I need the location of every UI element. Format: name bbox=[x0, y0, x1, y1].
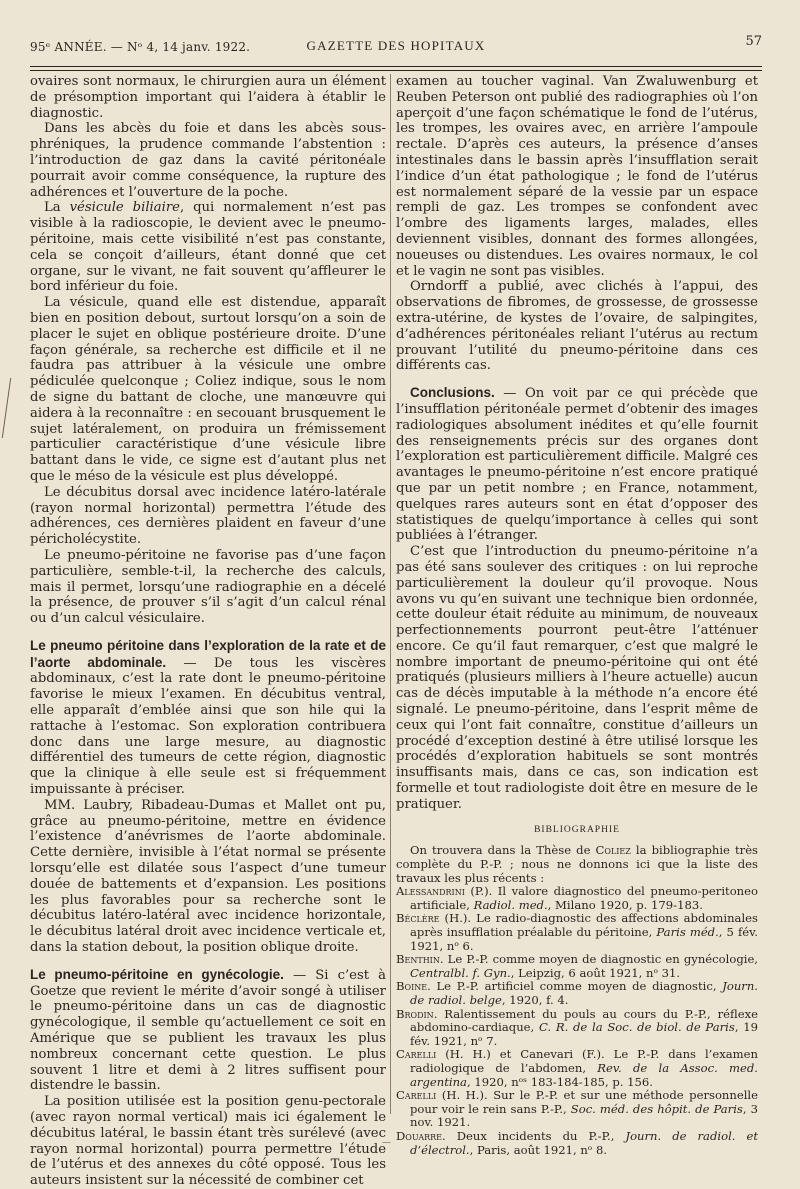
bibliography-entry bbox=[396, 1048, 758, 1089]
bibliography-entry bbox=[396, 1089, 758, 1130]
paragraph bbox=[30, 200, 386, 295]
heading-body: — Si c’est à Goetze que revient le mérite d’avoir songé à utiliser le pneumo-péritoine dans un cas de diagnostic gynécologique, il semble qu’actuellement ce soit en Amérique que se publient les travaux les plus nombreux concernant cette question. Le plus souvent 1 litre et demi à 2 litres suffisent pour distendre le bassin. bbox=[30, 967, 386, 1094]
paragraph: MM. Laubry, Ribadeau-Dumas et Mallet ont pu, grâce au pneumo-péritoine, mettre en évidence l’existence d’anévrismes de l’aorte abdominale. Cette dernière, invisible à l’état normal se présente lorsqu’elle est dilatée sous l’aspect d’une tumeur douée de battements et d’expansion. Les positions les plus favorables pour sa recherche sont le décubitus latéro-latéral avec incidence horizontale, le décubitus latéral droit avec incidence verticale et, dans la station debout, la position oblique droite. bbox=[30, 797, 386, 956]
entry-title: . Ralentissement du pouls au cours du P.-P., réflexe abdomino-cardiaque, bbox=[410, 1006, 758, 1035]
bibliography-intro bbox=[396, 844, 758, 885]
paragraph: examen au toucher vaginal. Van Zwaluwenburg et Reuben Peterson ont publié des radiographies où l’on aperçoit d’une façon schématique le fond de l’utérus, les trompes, les ovaires avec, en arrière l’ampoule rectale. D’après ces auteurs, la présence d’anses intestinales dans le bassin après l’insufflation serait l’indice d’un état pathologique ; le fond de l’utérus est normalement séparé de la vessie par un espace rempli de gaz. Les trompes se confondent avec l’ombre des ligaments larges, malades, elles deviennent visibles, donnant des formes allongées, noueuses ou distendues. Les ovaires normaux, le col et le vagin ne sont pas visibles. bbox=[396, 74, 758, 279]
paragraph: ovaires sont normaux, le chirurgien aura un élément de présomption important qui l’aidera à établir le diagnostic. bbox=[30, 74, 386, 121]
entry-title: . Le P.-P. comme moyen de diagnostic en gynécologie, bbox=[439, 952, 758, 967]
heading-body: — On voit par ce qui précède que l’insufflation péritonéale permet d’obtenir des images radiologiques absolument inédites et qu’elle fournit des renseignements précis sur des organes dont l’exploration est particulièrement difficile. Malgré ces avantages le pneumo-péritoine n’est encore pratiqué que par un petit nombre ; en France, notamment, quelques rares auteurs sont en état d’opposer des statistiques de quelqu’importance à celles qui sont publiées à l’étranger. bbox=[396, 386, 758, 544]
entry-details: , Paris, août 1921, nᵒ 8. bbox=[469, 1142, 608, 1157]
section-heading-conclusions bbox=[396, 385, 758, 544]
entry-source: Paris méd. bbox=[656, 925, 719, 940]
bibliography-entry bbox=[396, 1130, 758, 1157]
entry-source: Soc. méd. des hôpit. de Paris bbox=[570, 1101, 743, 1116]
right-column bbox=[396, 74, 759, 1157]
text-run: On trouvera dans la Thèse de bbox=[410, 843, 596, 858]
entry-title: (H.). Le radio-diagnostic des affections abdominales après insufflation préalable du péritoine, bbox=[410, 911, 758, 940]
bibliography-list bbox=[396, 885, 758, 1157]
section-heading-gynecologie bbox=[30, 967, 386, 1094]
text-run: la bibliographie très complète du P.-P. ; nous ne donnons ici que la liste des travaux les plus récents : bbox=[396, 843, 759, 885]
entry-title: (H. H.). Sur le P.-P. et sur une méthode personnelle pour voir le rein sans P.-P., bbox=[410, 1088, 758, 1116]
entry-title: (H. H.) et Canevari (F.). Le P.-P. dans l’examen radiologique de l’abdomen, bbox=[410, 1047, 758, 1075]
left-column bbox=[30, 74, 386, 1189]
entry-details: , 1920, f. 4. bbox=[501, 992, 569, 1007]
page-number: 57 bbox=[745, 34, 762, 49]
bibliography-entry bbox=[396, 1008, 758, 1049]
author-name: Brodin bbox=[396, 1006, 434, 1021]
paragraph: La position utilisée est la position genu-pectorale (avec rayon normal vertical) mais ici également le décubitus latéral, le bassin étant très surélevé (avec rayon normal horizontal) pourra permettre l’étude de l’utérus et des annexes du côté opposé. Tous les auteurs insistent sur la nécessité de combiner cet bbox=[30, 1094, 386, 1189]
section-heading-rate bbox=[30, 638, 386, 798]
author-name: Alessandrini bbox=[396, 884, 465, 899]
entry-details: , 5 fév. 1921, nᵒ 6. bbox=[410, 925, 758, 953]
author-name: Coliez bbox=[595, 843, 631, 858]
bibliography-entry bbox=[396, 953, 758, 980]
paragraph: Orndorff a publié, avec clichés à l’appui, des observations de fibromes, de grossesse, de grossesse extra-utérine, de kystes de l’ovaire, de salpingites, d’adhérences péritonéales reliant l’utérus au rectum prouvant l’utilité du pneumo-péritoine dans ces différents cas. bbox=[396, 279, 758, 374]
paragraph: Le pneumo-péritoine ne favorise pas d’une façon particulière, semble-t-il, la recherche des calculs, mais il permet, lorsqu’une radiographie en a décelé la présence, de prouver s’il s’agit d’un calcul rénal ou d’un calcul vésiculaire. bbox=[30, 547, 386, 627]
header-rule bbox=[30, 66, 762, 67]
margin-pencil-mark bbox=[2, 378, 27, 438]
entry-title: . Deux incidents du P.-P., bbox=[442, 1128, 626, 1143]
entry-source: Journ. de radiol. et d’électrol. bbox=[410, 1128, 758, 1157]
entry-source: Radiol. med. bbox=[473, 897, 548, 912]
bibliography bbox=[396, 844, 758, 1157]
footer-mark: — bbox=[382, 1138, 391, 1148]
entry-details: , Milano 1920, p. 179-183. bbox=[547, 897, 703, 912]
paragraph: La vésicule, quand elle est distendue, apparaît bien en position debout, surtout lorsqu’on a soin de placer le sujet en oblique postérieure droite. D’une façon générale, sa recherche est difficile et il ne faudra pas attribuer à la vésicule une ombre pédiculée quelconque ; Coliez indique, sous le nom de signe du battant de cloche, une manœuvre qui aidera à la reconnaître : en secouant brusquement le sujet latéralement, on produira un frémissement particulier caractéristique d’une vésicule libre battant dans le vide, ce signe est d’autant plus net que le méso de la vésicule est plus développé. bbox=[30, 295, 386, 484]
entry-details: , 19 fév. 1921, nᵒ 7. bbox=[410, 1020, 758, 1048]
paragraph: Le décubitus dorsal avec incidence latéro-latérale (rayon normal horizontal) permettra l’étude des adhérences, ces dernières plaident en faveur d’une péricholécystite. bbox=[30, 484, 386, 548]
issue-info: 95ᵉ ANNÉE. — Nᵒ 4, 14 janv. 1922. bbox=[30, 40, 251, 54]
entry-source: C. R. de la Soc. de biol. de Paris bbox=[538, 1020, 735, 1035]
entry-source: Centralbl. f. Gyn. bbox=[410, 965, 511, 980]
author-name: Carelli bbox=[396, 1088, 437, 1103]
author-name: Boine bbox=[396, 979, 428, 994]
heading-text: Conclusions. bbox=[410, 385, 495, 401]
emphasis: vésicule biliaire bbox=[69, 200, 180, 216]
paragraph: C’est que l’introduction du pneumo-péritoine n’a pas été sans soulever des critiques : on lui reproche particulièrement la douleur qu’il provoque. Nous avons vu qu’en suivant une technique bien ordonnée, cette douleur était réduite au minimum, de nouveaux perfectionnements pourront peut-être l’atténuer encore. Ce qu’il faut remarquer, c’est que malgré le nombre important de pneumo-péritoine qui ont été pratiqués (plusieurs milliers à l’heure actuelle) aucun cas de décès imputable à la méthode n’a encore été signalé. Le pneumo-péritoine, dans l’esprit même de ceux qui l’ont fait connaître, constitue d’ailleurs un procédé d’exception destiné à être utilisé lorsque les procédés d’exploration habituels se sont montrés insuffisants mais, dans ce cas, son indication est formelle et tout radiologiste doit être en mesure de le pratiquer. bbox=[396, 544, 758, 812]
bibliography-entry bbox=[396, 885, 758, 912]
entry-details: , Leipzig, 6 août 1921, nᵒ 31. bbox=[510, 965, 681, 980]
journal-title: GAZETTE DES HOPITAUX bbox=[306, 38, 486, 53]
entry-source: Rev. de la Assoc. med. argentina bbox=[410, 1060, 758, 1089]
entry-details: , 3 nov. 1921. bbox=[410, 1101, 758, 1130]
entry-title: . Le P.-P. artificiel comme moyen de diagnostic, bbox=[427, 979, 723, 994]
paragraph: Dans les abcès du foie et dans les abcès sous-phréniques, la prudence commande l’abstention : l’introduction de gaz dans la cavité péritonéale pourrait avoir comme conséquence, la rupture des adhérences et l’ouverture de la poche. bbox=[30, 121, 386, 200]
page-header bbox=[30, 34, 762, 60]
entry-source: Journ. de radiol. belge bbox=[410, 979, 758, 1007]
text-run: La bbox=[44, 200, 70, 216]
heading-text: Le pneumo péritoine dans l’exploration de la rate et de l’aorte abdominale. bbox=[30, 637, 386, 670]
author-name: Béclère bbox=[396, 911, 440, 926]
heading-text: Le pneumo-péritoine en gynécologie. bbox=[30, 966, 284, 982]
entry-title: (P.). Il valore diagnostico del pneumo-peritoneo artificiale, bbox=[410, 884, 758, 912]
author-name: Douarre bbox=[396, 1128, 443, 1143]
bibliography-entry bbox=[396, 980, 758, 1007]
bibliography-title: BIBLIOGRAPHIE bbox=[534, 824, 620, 835]
author-name: Carelli bbox=[396, 1047, 437, 1062]
text-run: , qui normalement n’est pas visible à la radioscopie, le devient avec le pneumo-péritoine, mais cette visibilité n’est pas constante, cela se conçoit d’ailleurs, étant donné que cet organe, sur le vivant, ne fait souvent qu’affleurer le bord inférieur du foie. bbox=[30, 200, 386, 295]
entry-details: , 1920, nᵒˢ 183-184-185, p. 156. bbox=[466, 1074, 653, 1089]
column-divider bbox=[390, 74, 391, 1114]
heading-body: — De tous les viscères abdominaux, c’est la rate dont le pneumo-péritoine favorise le mieux l’examen. En décubitus ventral, elle apparaît d’emblée ainsi que son hile qui la rattache à l’estomac. Son exploration contribuera donc dans une large mesure, au diagnostic différentiel des tumeurs de cette région, diagnostic que la clinique à elle seule est si fréquemment impuissante à préciser. bbox=[30, 655, 386, 798]
author-name: Benthin bbox=[396, 952, 440, 967]
bibliography-entry bbox=[396, 912, 758, 953]
header-rule-double bbox=[30, 70, 762, 71]
